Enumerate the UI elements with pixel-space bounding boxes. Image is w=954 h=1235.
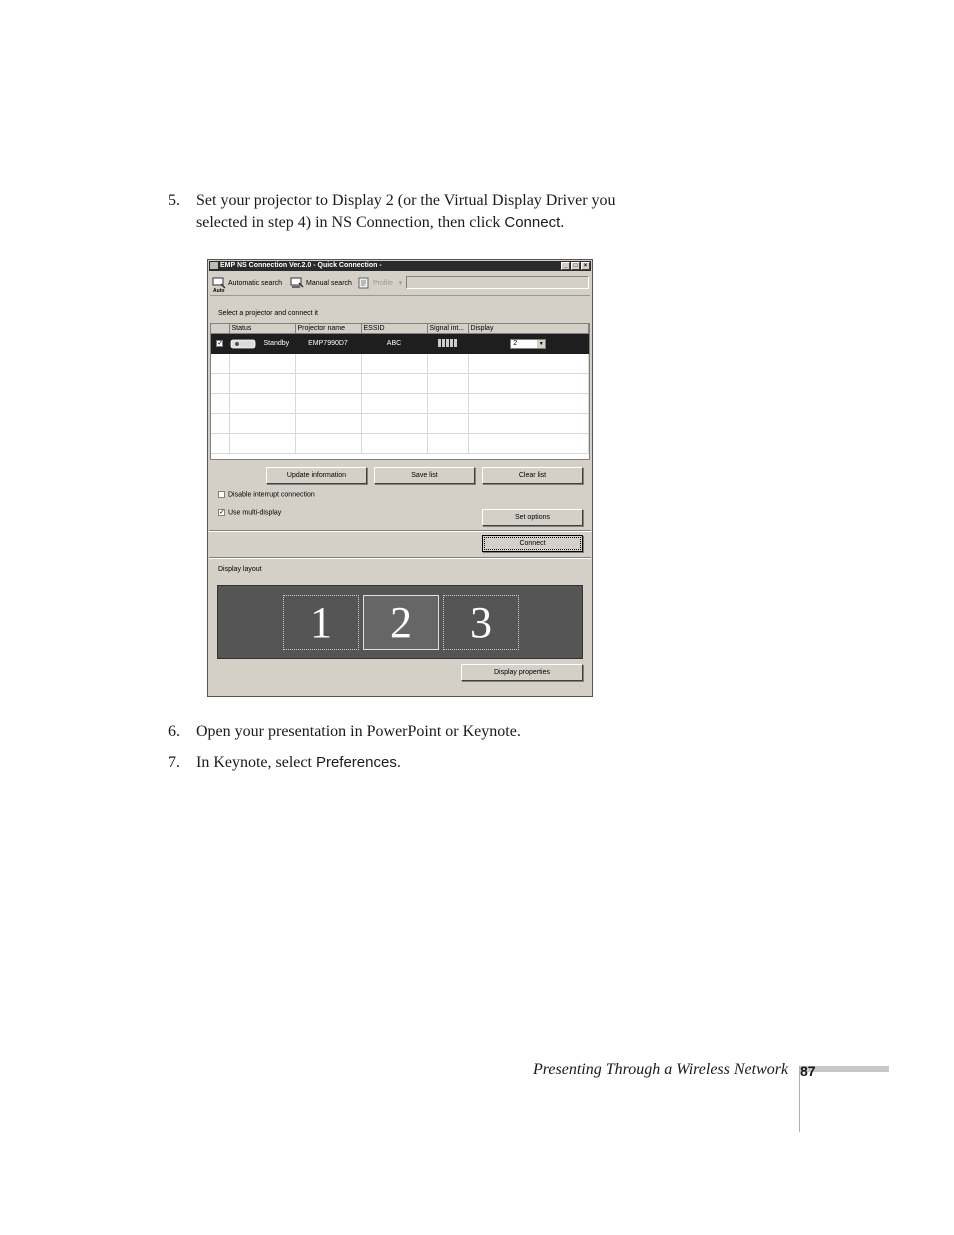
ns-connection-window <box>207 259 593 697</box>
status-cell: Standby <box>263 340 290 348</box>
projector-list <box>210 323 590 460</box>
step-text: In Keynote, select Preferences. <box>196 754 401 771</box>
toolbar <box>210 273 590 296</box>
disable-interrupt-checkbox[interactable]: Disable interrupt connection <box>218 491 315 498</box>
step-text: Open your presentation in PowerPoint or Keynote. <box>196 723 521 740</box>
address-field[interactable] <box>406 276 589 289</box>
window-title: EMP NS Connection Ver.2.0 - Quick Connection - <box>220 262 382 269</box>
table-row <box>211 354 589 374</box>
maximize-button[interactable]: □ <box>571 262 580 270</box>
profile-dropdown-icon[interactable]: ▾ <box>398 280 403 287</box>
table-row <box>211 394 589 414</box>
column-header-check[interactable] <box>211 324 229 334</box>
table-row <box>211 374 589 394</box>
chevron-down-icon: ▼ <box>538 340 544 347</box>
step-number: 6. <box>168 723 180 740</box>
step-text-line-1: Set your projector to Display 2 (or the Virtual Display Driver you <box>196 192 616 209</box>
clear-list-button[interactable]: Clear list <box>482 467 583 484</box>
projector-list-header <box>211 324 589 334</box>
column-header-status[interactable]: Status <box>229 324 295 334</box>
update-information-button[interactable]: Update information <box>266 467 367 484</box>
checkbox-box[interactable] <box>218 491 225 498</box>
row-checkbox[interactable]: ✓ <box>217 339 224 347</box>
table-row[interactable] <box>211 334 589 354</box>
step-number: 7. <box>168 754 180 771</box>
display-screen-3[interactable]: 3 <box>443 595 519 650</box>
display-screen-1[interactable]: 1 <box>283 595 359 650</box>
manual-search-button[interactable]: Manual search <box>290 277 352 291</box>
manual-search-icon <box>290 277 304 289</box>
divider <box>209 557 591 559</box>
display-properties-button[interactable]: Display properties <box>461 664 583 681</box>
profile-icon <box>357 277 371 289</box>
checkbox-box[interactable]: ✓ <box>219 509 225 516</box>
connect-button[interactable]: Connect <box>482 535 583 552</box>
set-options-button[interactable]: Set options <box>482 509 583 526</box>
signal-strength-icon <box>438 339 458 349</box>
table-row <box>211 414 589 434</box>
table-row <box>211 434 589 454</box>
minimize-button[interactable]: _ <box>561 262 570 270</box>
footer-chapter-title: Presenting Through a Wireless Network <box>533 1061 789 1078</box>
select-projector-label: Select a projector and connect it <box>218 310 319 317</box>
display-select[interactable]: 2 ▼ <box>510 339 546 349</box>
page-number: 87 <box>800 1063 816 1079</box>
essid-cell: ABC <box>361 334 427 354</box>
column-header-display[interactable]: Display <box>468 324 589 334</box>
window-titlebar <box>209 261 591 271</box>
display-screen-2[interactable]: 2 <box>363 595 439 650</box>
display-layout-panel <box>217 585 583 659</box>
column-header-signal[interactable]: Signal int... <box>427 324 468 334</box>
divider <box>209 530 591 532</box>
preferences-term: Preferences <box>315 754 397 771</box>
save-list-button[interactable]: Save list <box>374 467 475 484</box>
automatic-search-button[interactable]: Automatic search <box>212 277 282 291</box>
column-header-essid[interactable]: ESSID <box>361 324 427 334</box>
column-header-projector-name[interactable]: Projector name <box>295 324 361 334</box>
profile-button[interactable]: Profile ▾ <box>357 277 402 291</box>
close-button[interactable]: × <box>581 262 590 270</box>
connect-term: Connect <box>504 214 561 231</box>
use-multi-display-checkbox[interactable]: ✓ Use multi-display <box>219 509 282 517</box>
auto-icon-label: Auto <box>213 288 225 294</box>
projector-icon <box>230 339 256 349</box>
step-number: 5. <box>168 192 180 209</box>
display-layout-label: Display layout <box>218 566 262 573</box>
app-icon <box>210 262 218 269</box>
projector-name-cell: EMP7990D7 <box>295 334 361 354</box>
step-text-line-2: selected in step 4) in NS Connection, then click Connect. <box>196 214 565 231</box>
